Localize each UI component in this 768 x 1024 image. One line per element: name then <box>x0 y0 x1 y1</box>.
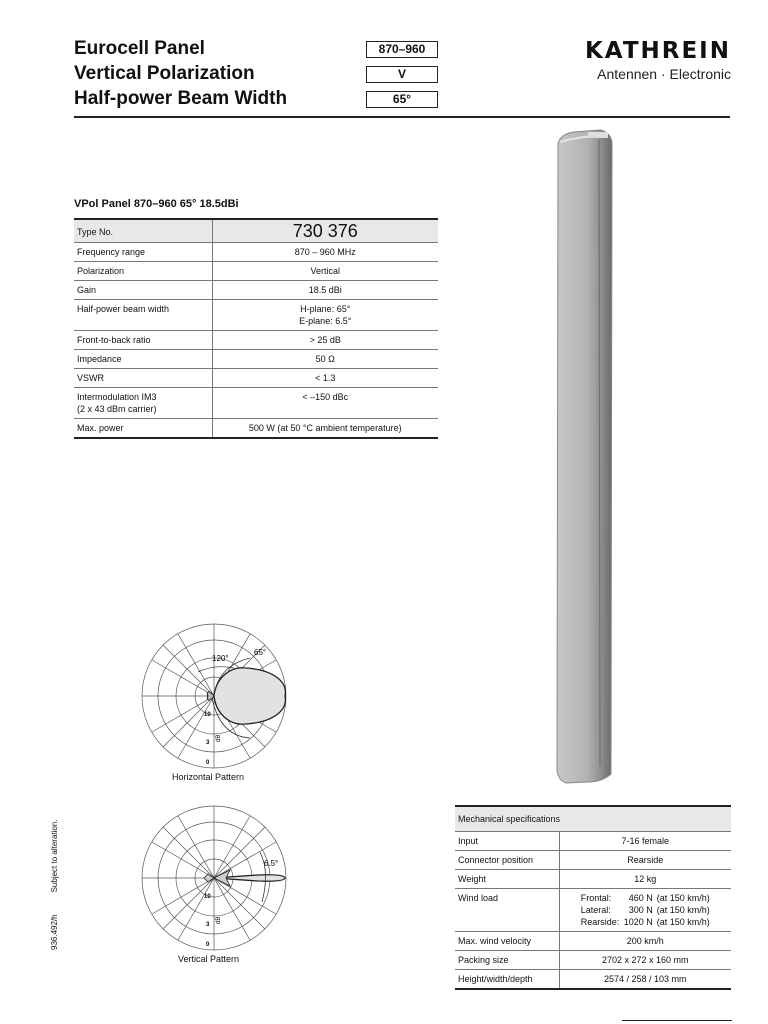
spec-value: 870 – 960 MHz <box>212 243 438 262</box>
spec-label: Polarization <box>74 262 212 281</box>
table-row <box>74 331 438 350</box>
vertical-tick-10: 10 <box>204 894 211 900</box>
vertical-unit: dB <box>216 916 222 924</box>
spec-label: Type No. <box>74 219 212 243</box>
beamwidth-badge: 65° <box>366 91 438 108</box>
wind-line-rearside <box>563 916 729 928</box>
mech-value: 2574 / 258 / 103 mm <box>559 970 731 990</box>
frequency-badge: 870–960 <box>366 41 438 58</box>
title-line-1: Eurocell Panel <box>74 38 205 59</box>
mech-label: Weight <box>455 870 559 889</box>
mech-label: Connector position <box>455 851 559 870</box>
table-row <box>74 369 438 388</box>
table-row <box>74 350 438 369</box>
vertical-tick-0: 0 <box>206 942 210 948</box>
wind-value: 300 N <box>628 905 653 915</box>
wind-key: Rearside: <box>580 917 620 927</box>
wind-load-values <box>559 889 731 932</box>
table-header-row <box>455 806 731 832</box>
wind-note: (at 150 km/h) <box>656 917 710 927</box>
spec-label: Gain <box>74 281 212 300</box>
spec-value: 50 Ω <box>212 350 438 369</box>
spec-label: Half-power beam width <box>74 300 212 331</box>
vertical-pattern-chart <box>138 802 290 954</box>
table-row <box>455 951 731 970</box>
horizontal-pattern-caption: Horizontal Pattern <box>172 772 245 782</box>
horizontal-tick-3: 3 <box>206 740 210 746</box>
spec-label: Front-to-back ratio <box>74 331 212 350</box>
type-number: 730 376 <box>212 219 438 243</box>
antenna-product-image <box>552 126 614 786</box>
header-divider <box>74 116 730 118</box>
table-row <box>455 870 731 889</box>
table-row <box>74 419 438 439</box>
mech-label: Input <box>455 832 559 851</box>
wind-key: Frontal: <box>580 893 612 903</box>
mech-value: 7-16 female <box>559 832 731 851</box>
brand-tagline: Antennen · Electronic <box>597 66 731 82</box>
table-row <box>455 932 731 951</box>
table-row <box>74 243 438 262</box>
brand-logo: KATHREIN <box>584 38 731 64</box>
table-row <box>455 851 731 870</box>
table-row <box>455 889 731 932</box>
title-line-3: Half-power Beam Width <box>74 88 288 109</box>
wind-value: 460 N <box>628 893 653 903</box>
table-row <box>455 970 731 990</box>
vertical-tick-3: 3 <box>206 922 210 928</box>
spec-label: Impedance <box>74 350 212 369</box>
mechanical-heading: Mechanical specifications <box>455 806 731 832</box>
side-note <box>50 797 59 950</box>
spec-label <box>74 388 212 419</box>
wind-note: (at 150 km/h) <box>656 905 710 915</box>
table-row <box>74 281 438 300</box>
mechanical-spec-table <box>455 805 731 990</box>
spec-value: < 1.3 <box>212 369 438 388</box>
spec-label: VSWR <box>74 369 212 388</box>
horizontal-tick-10: 10 <box>204 712 211 718</box>
table-row <box>74 388 438 419</box>
mech-value: Rearside <box>559 851 731 870</box>
im3-sublabel: (2 x 43 dBm carrier) <box>77 404 157 414</box>
vertical-pattern-caption: Vertical Pattern <box>178 954 240 964</box>
document-number: 936.492/h <box>50 914 59 950</box>
electrical-spec-table <box>74 218 438 439</box>
mech-value: 2702 x 272 x 160 mm <box>559 951 731 970</box>
model-heading: VPol Panel 870–960 65° 18.5dBi <box>74 198 239 210</box>
spec-value <box>212 300 438 331</box>
polarization-badge: V <box>366 66 438 83</box>
horizontal-angle-65: 65° <box>254 648 267 657</box>
horizontal-unit: dB <box>216 734 222 742</box>
spec-value: < –150 dBc <box>212 388 438 419</box>
spec-label: Max. power <box>74 419 212 439</box>
mech-label: Max. wind velocity <box>455 932 559 951</box>
mech-value: 200 km/h <box>559 932 731 951</box>
spec-value: 18.5 dBi <box>212 281 438 300</box>
wind-line-frontal <box>563 892 729 904</box>
spec-value: 500 W (at 50 °C ambient temperature) <box>212 419 438 439</box>
mech-label: Height/width/depth <box>455 970 559 990</box>
alteration-notice: Subject to alteration. <box>50 819 59 893</box>
table-row <box>74 219 438 243</box>
table-row <box>74 300 438 331</box>
wind-value: 1020 N <box>623 917 653 927</box>
wind-note: (at 150 km/h) <box>656 893 710 903</box>
spec-label: Frequency range <box>74 243 212 262</box>
e-plane-value: E-plane: 6.5° <box>299 316 352 326</box>
wind-key: Lateral: <box>580 905 611 915</box>
horizontal-tick-0: 0 <box>206 760 210 766</box>
horizontal-pattern-chart <box>138 620 290 772</box>
vertical-angle-6.5: 6.5° <box>264 859 279 868</box>
table-row <box>455 832 731 851</box>
mech-label: Packing size <box>455 951 559 970</box>
title-line-2: Vertical Polarization <box>74 63 255 84</box>
h-plane-value: H-plane: 65° <box>300 304 351 314</box>
spec-value: Vertical <box>212 262 438 281</box>
mech-value: 12 kg <box>559 870 731 889</box>
spec-value: > 25 dB <box>212 331 438 350</box>
wind-line-lateral <box>563 904 729 916</box>
im3-label: Intermodulation IM3 <box>77 392 157 402</box>
mech-label: Wind load <box>455 889 559 932</box>
horizontal-angle-120: 120° <box>212 654 229 663</box>
table-row <box>74 262 438 281</box>
footer-rule <box>622 1020 732 1021</box>
